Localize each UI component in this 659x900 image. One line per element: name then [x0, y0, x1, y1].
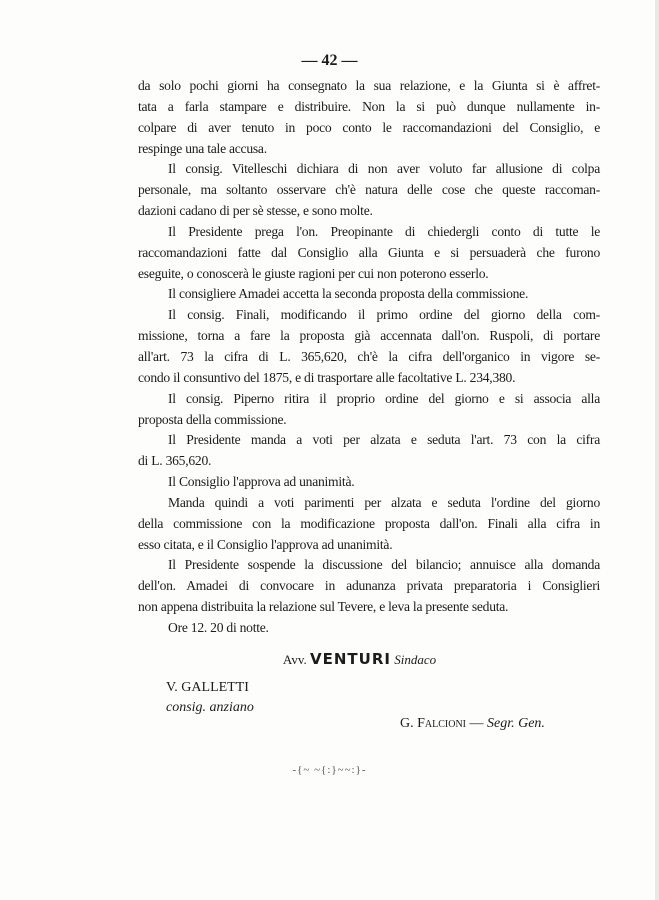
text-line: all'art. 73 la cifra di L. 365,620, ch'è la cifra dell'organico in vigore se- — [138, 348, 600, 364]
mayor-signature — [0, 649, 659, 670]
text-line: esso citata, e il Consiglio l'approva ad unanimità. — [138, 536, 393, 552]
secretary-name: G. Falcioni — [400, 715, 466, 731]
page-number: — 42 — — [301, 52, 358, 69]
body-text — [138, 76, 600, 639]
secretary-signature — [400, 678, 545, 734]
text-line: respinge una tale accusa. — [138, 140, 267, 156]
text-line: raccomandazioni fatte dal Consiglio alla Giunta e si persuaderà che furono — [138, 244, 600, 260]
paragraph — [138, 159, 600, 222]
text-line: della commissione con la modificazione proposta dall'on. Finali alla cifra in — [138, 515, 600, 531]
secretary-dash: — — [469, 715, 484, 731]
mayor-name: VENTURI — [310, 649, 391, 668]
text-line: eseguite, o conoscerà le giuste ragioni per cui non poterono esserlo. — [138, 265, 489, 281]
text-line: Il Presidente prega l'on. Preopinante di chiedergli conto di tutte le — [168, 223, 600, 239]
secretary-role: Segr. Gen. — [487, 715, 545, 731]
text-line: da solo pochi giorni ha consegnato la sua relazione, e la Giunta si è affret- — [138, 78, 600, 93]
text-line: di L. 365,620. — [138, 453, 212, 469]
text-line: Il Consiglio l'approva ad unanimità. — [168, 474, 355, 490]
paragraph — [138, 618, 600, 639]
elder-signature — [166, 678, 366, 734]
elder-name: V. GALLETTI — [166, 679, 249, 695]
paragraph — [138, 472, 600, 493]
mayor-role: Sindaco — [394, 651, 437, 667]
text-line: Il consig. Vitelleschi dichiara di non aver voluto far allusione di colpa — [168, 161, 600, 177]
text-line: proposta della commissione. — [138, 411, 287, 427]
text-line: dell'on. Amadei di convocare in adunanza privata preparatoria i Consiglieri — [138, 578, 600, 594]
text-line: dazioni cadano di per sè stesse, e sono molte. — [138, 203, 373, 219]
ornament-divider: -{~ ~{:}~~:}- — [292, 763, 367, 776]
text-line: Il Presidente sospende la discussione del bilancio; annuisce alla domanda — [168, 557, 600, 573]
text-line: Il consig. Finali, modificando il primo ordine del giorno della com- — [168, 307, 600, 323]
paragraph — [138, 430, 600, 472]
elder-role: consig. anziano — [166, 699, 254, 715]
paragraph — [138, 222, 600, 285]
text-line: condo il consuntivo del 1875, e di trasportare alle facoltative L. 234,380. — [138, 369, 516, 385]
text-line: Manda quindi a voti parimenti per alzata e seduta l'ordine del giorno — [168, 494, 600, 510]
text-line: Ore 12. 20 di notte. — [168, 619, 269, 635]
paragraph — [138, 305, 600, 388]
text-line: Il Presidente manda a voti per alzata e seduta l'art. 73 con la cifra — [168, 432, 600, 448]
text-line: Il consigliere Amadei accetta la seconda proposta della commissione. — [168, 286, 529, 302]
mayor-title: Avv. — [282, 651, 307, 667]
paragraph — [138, 389, 600, 431]
paragraph — [138, 555, 600, 618]
paragraph — [138, 76, 600, 159]
signature-row — [0, 678, 659, 734]
paragraph — [138, 493, 600, 556]
text-line: missione, torna a fare la proposta già accennata dall'on. Ruspoli, di portare — [138, 328, 600, 344]
paragraph — [138, 284, 600, 305]
text-line: personale, ma soltanto osservare ch'è natura delle cose che queste raccoman- — [138, 182, 600, 198]
text-line: non appena distribuita la relazione sul Tevere, e leva la presente seduta. — [138, 599, 509, 615]
text-line: Il consig. Piperno ritira il proprio ordine del giorno e si associa alla — [168, 390, 600, 406]
text-line: tata a farla stampare e distribuire. Non la si può dunque nullamente in- — [138, 98, 600, 114]
text-line: colpare di aver tenuto in poco conto le raccomandazioni del Consiglio, e — [138, 119, 600, 135]
